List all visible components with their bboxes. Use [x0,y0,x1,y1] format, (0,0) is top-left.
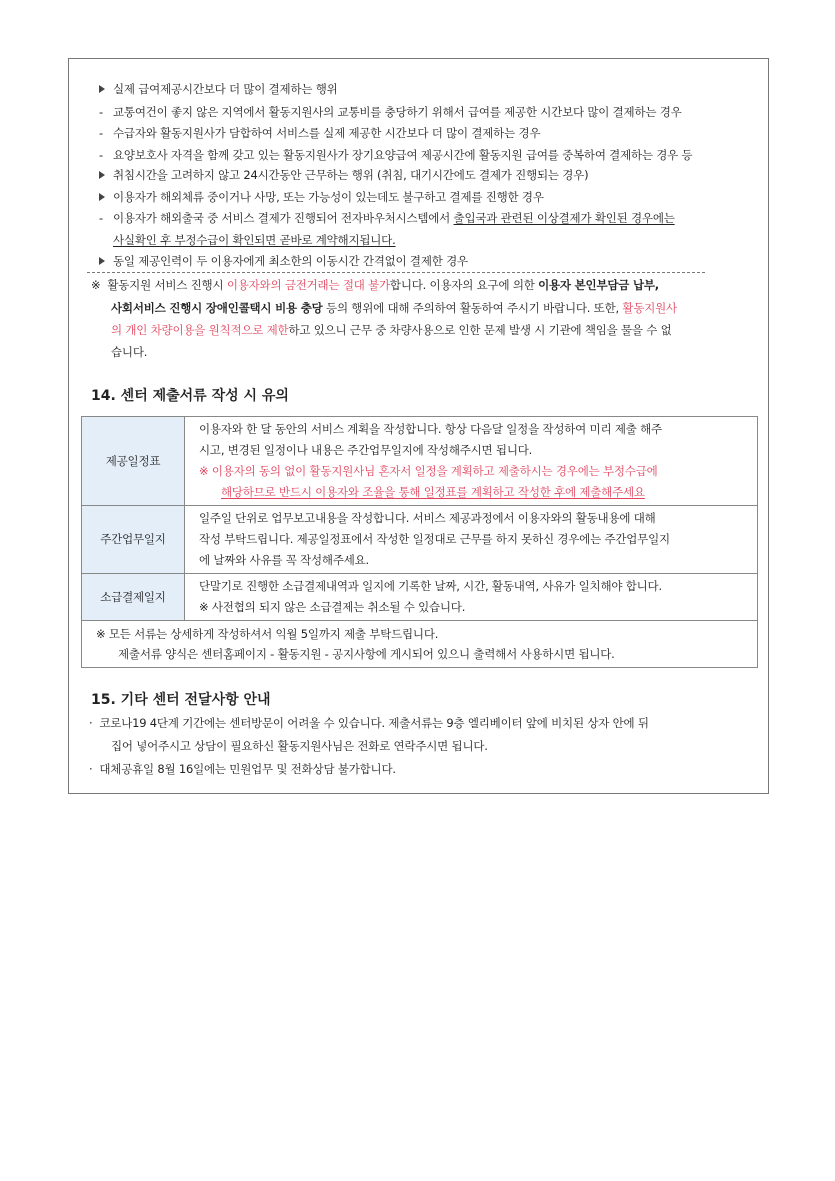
section-14-title: 14. 센터 제출서류 작성 시 유의 [91,388,289,404]
list-item: 동일 제공인력이 두 이용자에게 최소한의 이동시간 간격없이 결제한 경우 [99,253,468,269]
notice-line-2: 사회서비스 진행시 장애인콜택시 비용 충당 등의 행위에 대해 주의하여 활동하여 주시기 바랍니다. 또한, 활동지원사 [111,301,677,315]
dashed-divider [87,272,705,273]
triangle-bullet-icon [99,193,105,201]
table-row [82,506,758,574]
row-label: 소급결제일지 [82,574,185,621]
list-item: - 요양보호사 자격을 함께 갖고 있는 활동지원사가 장기요양급여 제공시간에 활동지원 급여를 중복하여 결제하는 경우 등 [99,148,693,162]
documents-table [81,416,758,668]
row-label: 제공일정표 [82,417,185,506]
list-item: - 교통여건이 좋지 않은 지역에서 활동지원사의 교통비를 충당하기 위해서 급여를 제공한 시간보다 많이 결제하는 경우 [99,105,682,119]
row-content: 이용자와 한 달 동안의 서비스 계획을 작성합니다. 항상 다음달 일정을 작성하여 미리 제출 해주 시고, 변경된 일정이나 내용은 주간업무일지에 작성해주시면 됩니다. ※ 이용자의 동의 없이 활동지원사님 혼자서 일정을 계획하고 제출하시는 경우에는 부정수급에 해당하므로 반드시 이용자와 조율을 통해 일정표를 계획하고 작성한 후에 제출해주세요 [185,417,758,506]
table-row [82,574,758,621]
row-label: 주간업무일지 [82,506,185,574]
dash-bullet-icon: - [99,105,103,119]
triangle-bullet-icon [99,171,105,179]
list-item: 취침시간을 고려하지 않고 24시간동안 근무하는 행위 (취침, 대기시간에도 결제가 진행되는 경우) [99,167,588,183]
document-page [68,58,769,794]
notice-line-3: 의 개인 차량이용을 원칙적으로 제한하고 있으니 근무 중 차량사용으로 인한 문제 발생 시 기관에 책임을 물을 수 없 [111,323,672,337]
triangle-bullet-icon [99,85,105,93]
notice-line-4: 습니다. [111,345,148,359]
list-item: · 코로나19 4단계 기간에는 센터방문이 어려울 수 있습니다. 제출서류는 9층 엘리베이터 앞에 비치된 상자 안에 뒤 [89,716,649,730]
list-item-continuation: 집어 넣어주시고 상담이 필요하신 활동지원사님은 전화로 연락주시면 됩니다. [111,739,488,753]
table-row [82,417,758,506]
table-note: ※ 모든 서류는 상세하게 작성하셔서 익월 5일까지 제출 부탁드립니다. 제출서류 양식은 센터홈페이지 - 활동지원 - 공지사항에 게시되어 있으니 출력해서 사용하시면 됩니다. [82,621,758,668]
dash-bullet-icon: - [99,148,103,162]
list-item: - 이용자가 해외출국 중 서비스 결제가 진행되어 전자바우처시스템에서 출입국과 관련된 이상결제가 확인된 경우에는 [99,211,675,225]
table-row [82,621,758,668]
row-content: 일주일 단위로 업무보고내용을 작성합니다. 서비스 제공과정에서 이용자와의 활동내용에 대해 작성 부탁드립니다. 제공일정표에서 작성한 일정대로 근무를 하지 못하신 경우에는 주간업무일지 에 날짜와 사유를 꼭 작성해주세요. [185,506,758,574]
list-item: 실제 급여제공시간보다 더 많이 결제하는 행위 [99,81,338,97]
list-item: - 수급자와 활동지원사가 담합하여 서비스를 실제 제공한 시간보다 더 많이 결제하는 경우 [99,126,541,140]
list-item: 이용자가 해외체류 중이거나 사망, 또는 가능성이 있는데도 불구하고 결제를 진행한 경우 [99,189,544,205]
dash-bullet-icon: - [99,126,103,140]
section-15-title: 15. 기타 센터 전달사항 안내 [91,692,271,708]
list-item-continuation: 사실확인 후 부정수급이 확인되면 곧바로 계약해지됩니다. [113,233,396,247]
list-item: · 대체공휴일 8월 16일에는 민원업무 및 전화상담 불가합니다. [89,762,396,776]
notice-line-1: ※ 활동지원 서비스 진행시 이용자와의 금전거래는 절대 불가합니다. 이용자의 요구에 의한 이용자 본인부담금 납부, [91,278,659,292]
row-content: 단말기로 진행한 소급결제내역과 일지에 기록한 날짜, 시간, 활동내역, 사유가 일치해야 합니다. ※ 사전협의 되지 않은 소급결제는 취소될 수 있습니다. [185,574,758,621]
triangle-bullet-icon [99,257,105,265]
dash-bullet-icon: - [99,211,103,225]
